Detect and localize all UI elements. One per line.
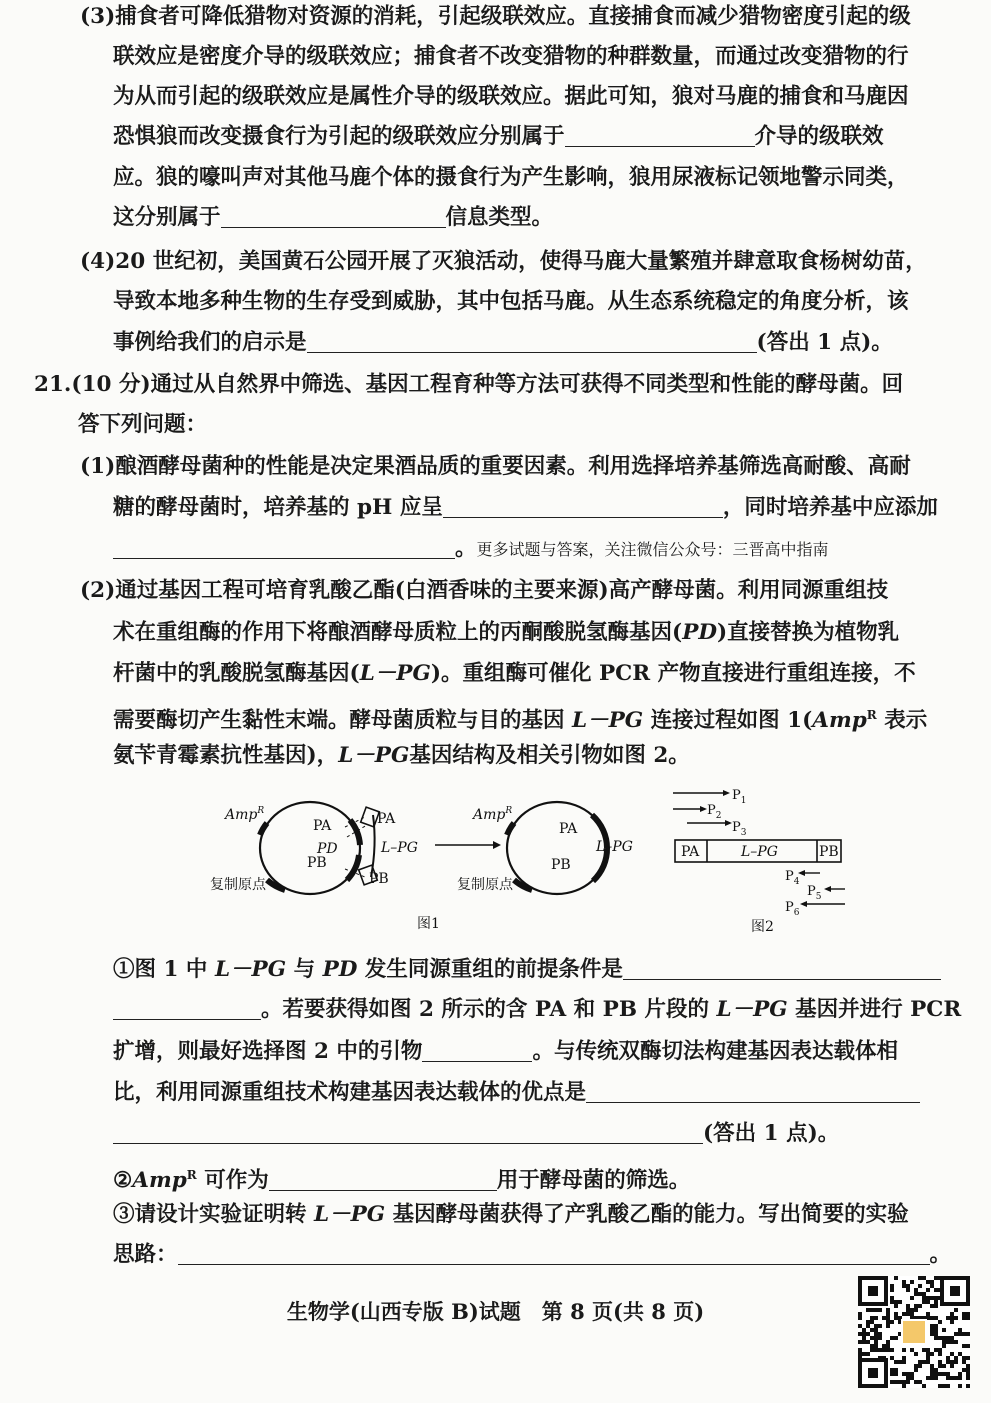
qr-code-image[interactable] <box>858 1276 970 1388</box>
q20-3-line2: 联效应是密度介导的级联效应；捕食者不改变猎物的种群数量，而通过改变猎物的行 <box>113 44 909 69</box>
amp-label: Amp$^R$ <box>225 806 265 823</box>
answer-blank[interactable] <box>623 957 941 980</box>
primer-p1: $P_1$ <box>732 788 747 806</box>
answer-blank[interactable] <box>443 495 723 518</box>
sub3-line2: 思路： 。 <box>113 1242 952 1267</box>
figure-2-gene-structure <box>673 788 845 918</box>
figure-1-and-2 <box>195 785 855 935</box>
q21-2-line1: (2)通过基因工程可培育乳酸乙酯(白酒香味的主要来源)高产酵母菌。利用同源重组技 <box>80 578 889 603</box>
q20-4-line1: (4)20 世纪初，美国黄石公园开展了灭狼活动，使得马鹿大量繁殖并肆意取食杨树幼苗， <box>80 249 927 274</box>
sub3-line1: ③请设计实验证明转 L－PG 基因酵母菌获得了产乳酸乙酯的能力。写出简要的实验 <box>113 1202 909 1227</box>
sub1-line5: (答出 1 点)。 <box>113 1119 839 1149</box>
q21-2-line3: 杆菌中的乳酸脱氢酶基因(L－PG)。重组酶可催化 PCR 产物直接进行重组连接，不 <box>113 661 916 686</box>
q21-1-line3: 。更多试题与答案，关注微信公众号：三晋高中指南 <box>113 534 829 565</box>
primer-p4: $P_4$ <box>785 869 800 887</box>
answer-blank[interactable] <box>586 1080 920 1103</box>
pa-segment: PA <box>681 844 700 860</box>
answer-blank[interactable] <box>221 205 446 228</box>
answer-blank[interactable] <box>422 1039 532 1062</box>
q21-head-line1: 21.(10 分)通过从自然界中筛选、基因工程育种等方法可获得不同类型和性能的酵母菌。回 <box>34 372 904 397</box>
primer-p3: $P_3$ <box>732 820 747 838</box>
answer-blank[interactable] <box>113 536 455 559</box>
pb-label: PB <box>307 855 327 871</box>
sub1-line1: ①图 1 中 L－PG 与 PD 发生同源重组的前提条件是 <box>113 955 941 985</box>
pa-label-insert: PA <box>377 811 396 827</box>
q21-1-line1: (1)酿酒酵母菌种的性能是决定果酒品质的重要因素。利用选择培养基筛选高耐酸、高耐 <box>80 454 911 479</box>
q20-3-line3: 为从而引起的级联效应是属性介导的级联效应。据此可知，狼对马鹿的捕食和马鹿因 <box>113 84 909 109</box>
answer-blank[interactable] <box>113 1121 703 1144</box>
pb-label-2: PB <box>551 857 571 873</box>
answer-blank[interactable] <box>113 997 261 1020</box>
q20-3-line6: 这分别属于 信息类型。 <box>113 205 554 230</box>
answer-blank[interactable] <box>269 1168 497 1191</box>
pb-label-insert: PB <box>369 871 389 887</box>
amp-label-2: Amp$^R$ <box>473 806 513 823</box>
lpg-label-insert: L–PG <box>381 840 418 856</box>
origin-label: 复制原点 <box>210 877 266 893</box>
answer-blank[interactable] <box>307 330 757 353</box>
q20-3-line4: 恐惧狼而改变摄食行为引起的级联效应分别属于 介导的级联效 <box>113 124 884 149</box>
wechat-notice: 更多试题与答案，关注微信公众号：三晋高中指南 <box>476 540 829 559</box>
pa-label: PA <box>313 818 332 834</box>
lpg-segment: L–PG <box>741 844 778 860</box>
primer-p2: $P_2$ <box>707 803 722 821</box>
lpg-label-2: L–PG <box>596 839 633 855</box>
origin-label-2: 复制原点 <box>457 877 513 893</box>
q20-3-line5: 应。狼的嚎叫声对其他马鹿个体的摄食行为产生影响，狼用尿液标记领地警示同类， <box>113 165 909 190</box>
q21-1-line2: 糖的酵母菌时，培养基的 pH 应呈 ，同时培养基中应添加 <box>113 495 938 520</box>
q21-2-line2: 术在重组酶的作用下将酿酒酵母质粒上的丙酮酸脱氢酶基因(PD)直接替换为植物乳 <box>113 620 900 645</box>
q21-2-line5: 氨苄青霉素抗性基因)，L－PG基因结构及相关引物如图 2。 <box>113 743 690 768</box>
sub1-line2: 。若要获得如图 2 所示的含 PA 和 PB 片段的 L－PG 基因并进行 PCR <box>113 995 961 1025</box>
sub2-line: ②Amp$^R$ 可作为 用于酵母菌的筛选。 <box>113 1168 691 1194</box>
q20-4-line2: 导致本地多种生物的生存受到威胁，其中包括马鹿。从生态系统稳定的角度分析，该 <box>113 289 909 314</box>
q21-head-line2: 答下列问题： <box>78 412 208 437</box>
figure-1-caption: 图1 <box>417 916 440 932</box>
q20-3-line1: (3)捕食者可降低猎物对资源的消耗，引起级联效应。直接捕食而减少猎物密度引起的级 <box>80 4 911 29</box>
pa-label-2: PA <box>559 821 578 837</box>
answer-blank[interactable] <box>565 124 755 147</box>
q21-2-line4: 需要酶切产生黏性末端。酵母菌质粒与目的基因 L－PG 连接过程如图 1(Amp$^R$ 表示 <box>113 708 928 734</box>
sub1-line4: 比，利用同源重组技术构建基因表达载体的优点是 <box>113 1078 920 1108</box>
pb-segment: PB <box>819 844 839 860</box>
figure-2-caption: 图2 <box>751 919 774 935</box>
pd-label: PD <box>317 841 338 857</box>
page-footer: 生物学(山西专版 B)试题 第 8 页(共 8 页) <box>286 1299 705 1324</box>
primer-p6: $P_6$ <box>785 900 800 918</box>
answer-blank[interactable] <box>178 1242 930 1265</box>
figure-1-plasmid-after <box>457 802 633 894</box>
q20-4-line3: 事例给我们的启示是 (答出 1 点)。 <box>113 330 893 355</box>
primer-p5: $P_5$ <box>807 884 822 902</box>
sub1-line3: 扩增，则最好选择图 2 中的引物 。与传统双酶切法构建基因表达载体相 <box>113 1039 898 1064</box>
